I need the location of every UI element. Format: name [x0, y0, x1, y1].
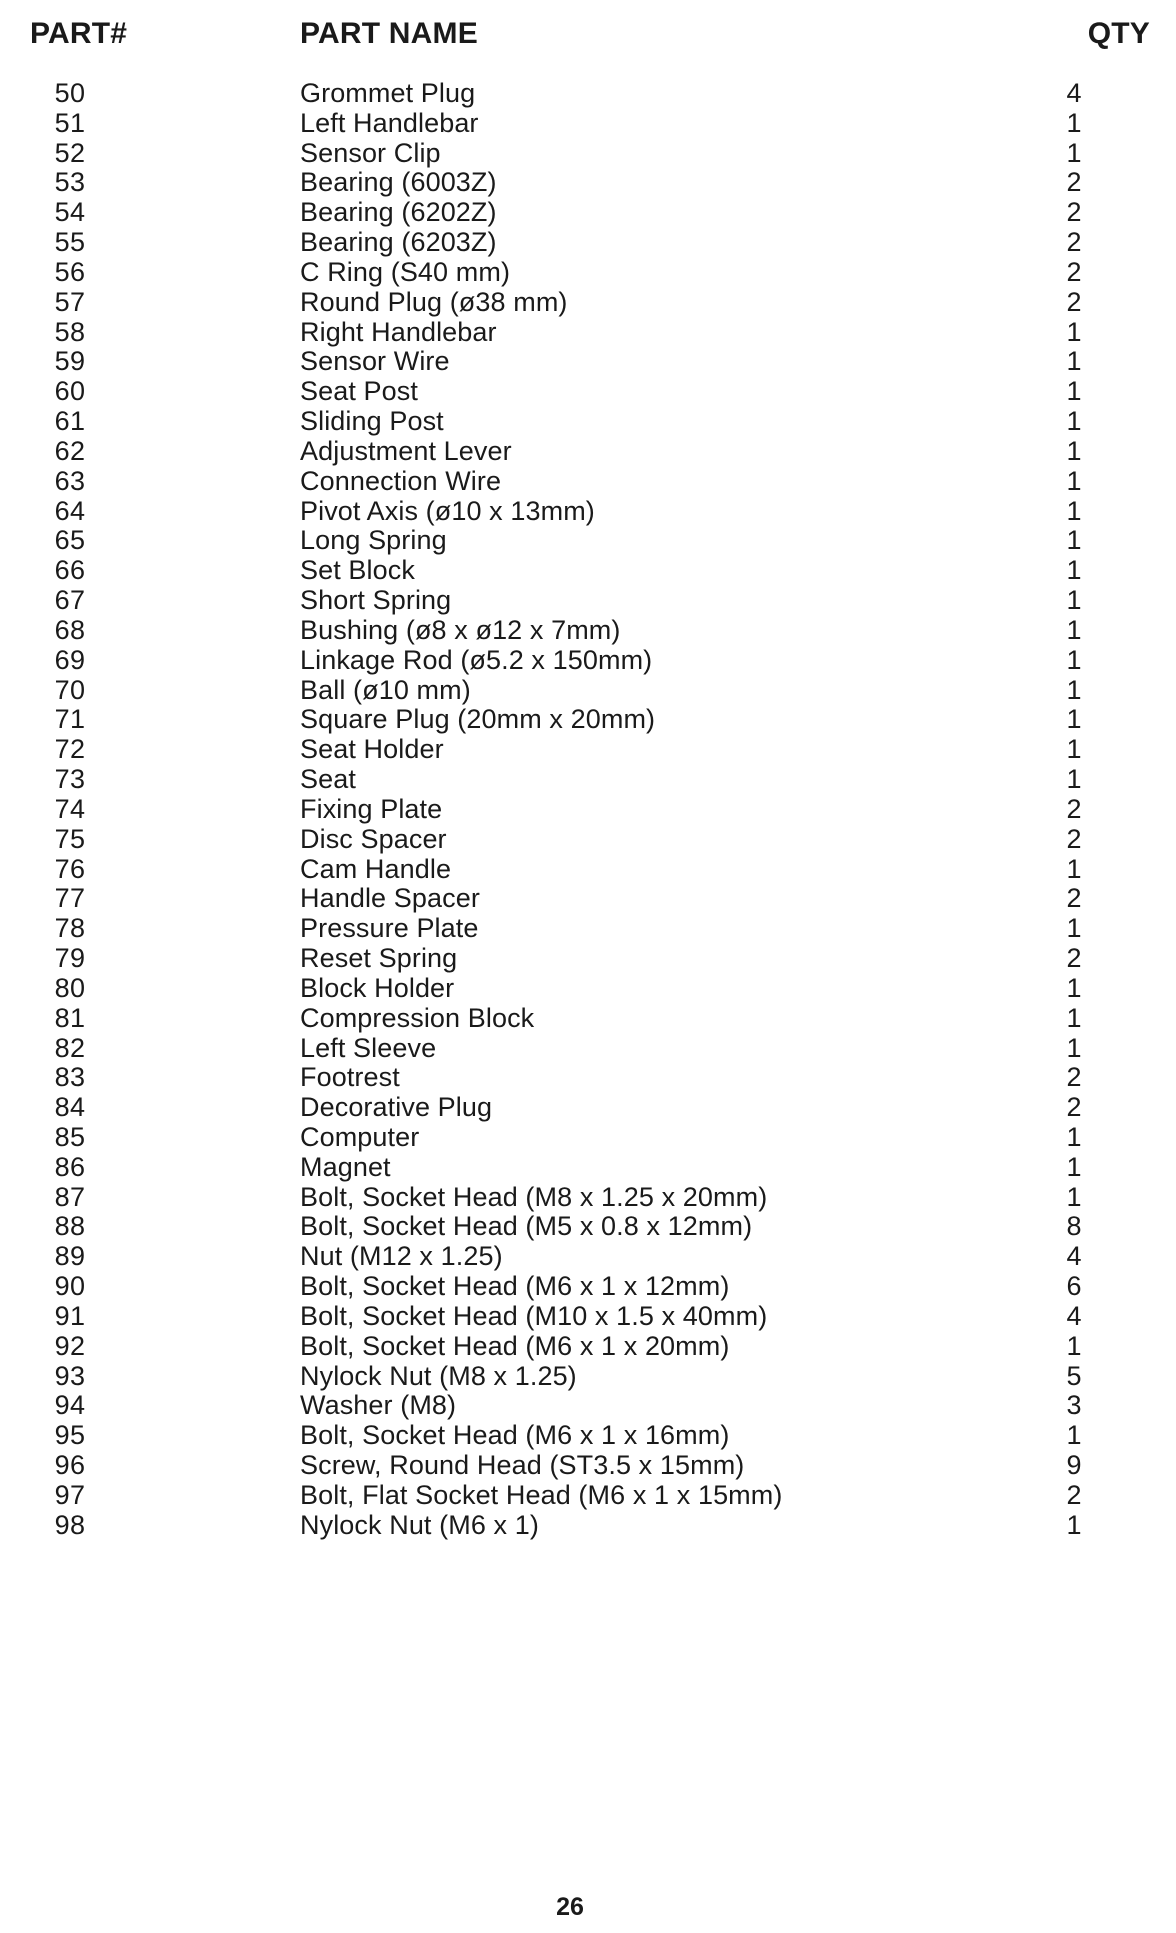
cell-quantity: 1 — [1066, 913, 1082, 944]
cell-part-name: Ball (ø10 mm) — [300, 674, 471, 705]
cell-part-name: Disc Spacer — [300, 823, 447, 854]
table-row — [0, 1421, 1176, 1451]
table-row — [0, 1242, 1176, 1272]
cell-quantity: 2 — [1066, 227, 1082, 258]
cell-quantity: 1 — [1066, 346, 1082, 377]
cell-part-name: Washer (M8) — [300, 1390, 457, 1421]
table-row — [0, 109, 1176, 139]
cell-quantity: 1 — [1066, 614, 1082, 645]
cell-quantity: 6 — [1066, 1271, 1082, 1302]
table-row — [0, 586, 1176, 616]
cell-quantity: 1 — [1066, 555, 1082, 586]
cell-part-number: 52 — [54, 137, 86, 168]
cell-part-name: C Ring (S40 mm) — [300, 256, 511, 287]
table-row — [0, 914, 1176, 944]
cell-part-number: 79 — [54, 943, 86, 974]
cell-part-number: 66 — [54, 555, 86, 586]
cell-quantity: 1 — [1066, 495, 1082, 526]
table-row — [0, 616, 1176, 646]
cell-quantity: 8 — [1066, 1211, 1082, 1242]
cell-part-number: 62 — [54, 435, 86, 466]
page-number: 26 — [556, 1893, 584, 1921]
cell-part-number: 68 — [54, 614, 86, 645]
cell-part-number: 64 — [54, 495, 86, 526]
cell-part-name: Bolt, Socket Head (M6 x 1 x 12mm) — [300, 1271, 730, 1302]
table-row — [0, 228, 1176, 258]
cell-part-number: 78 — [54, 913, 86, 944]
cell-quantity: 1 — [1066, 465, 1082, 496]
cell-part-name: Compression Block — [300, 1002, 535, 1033]
cell-quantity: 1 — [1066, 316, 1082, 347]
table-row — [0, 1183, 1176, 1213]
column-header-quantity: QTY — [1087, 17, 1150, 50]
table-row — [0, 1391, 1176, 1421]
table-row — [0, 377, 1176, 407]
cell-part-number: 92 — [54, 1330, 86, 1361]
cell-quantity: 1 — [1066, 1420, 1082, 1451]
cell-part-number: 80 — [54, 972, 86, 1003]
cell-quantity: 1 — [1066, 1330, 1082, 1361]
cell-part-name: Bolt, Socket Head (M6 x 1 x 16mm) — [300, 1420, 730, 1451]
table-row — [0, 258, 1176, 288]
cell-part-number: 88 — [54, 1211, 86, 1242]
cell-part-number: 72 — [54, 734, 86, 765]
table-row — [0, 79, 1176, 109]
cell-part-number: 59 — [54, 346, 86, 377]
cell-part-number: 56 — [54, 256, 86, 287]
parts-table-body — [0, 79, 1176, 1541]
cell-quantity: 1 — [1066, 853, 1082, 884]
cell-part-name: Linkage Rod (ø5.2 x 150mm) — [300, 644, 653, 675]
cell-quantity: 2 — [1066, 793, 1082, 824]
cell-part-number: 73 — [54, 764, 86, 795]
cell-part-name: Seat — [300, 764, 356, 795]
cell-quantity: 1 — [1066, 376, 1082, 407]
cell-part-name: Bolt, Socket Head (M6 x 1 x 20mm) — [300, 1330, 730, 1361]
table-row — [0, 407, 1176, 437]
cell-part-name: Nut (M12 x 1.25) — [300, 1241, 503, 1272]
cell-quantity: 2 — [1066, 1092, 1082, 1123]
cell-quantity: 1 — [1066, 972, 1082, 1003]
cell-part-number: 96 — [54, 1450, 86, 1481]
table-row — [0, 1212, 1176, 1242]
cell-part-name: Screw, Round Head (ST3.5 x 15mm) — [300, 1450, 745, 1481]
cell-quantity: 1 — [1066, 1509, 1082, 1540]
cell-part-number: 86 — [54, 1151, 86, 1182]
cell-quantity: 2 — [1066, 1062, 1082, 1093]
cell-quantity: 1 — [1066, 525, 1082, 556]
cell-part-name: Adjustment Lever — [300, 435, 512, 466]
cell-part-name: Round Plug (ø38 mm) — [300, 286, 568, 317]
table-row — [0, 1481, 1176, 1511]
cell-part-name: Seat Holder — [300, 734, 444, 765]
table-row — [0, 676, 1176, 706]
table-row — [0, 825, 1176, 855]
table-row — [0, 1123, 1176, 1153]
table-row — [0, 1451, 1176, 1481]
cell-quantity: 1 — [1066, 406, 1082, 437]
cell-quantity: 1 — [1066, 704, 1082, 735]
table-row — [0, 526, 1176, 556]
cell-quantity: 1 — [1066, 734, 1082, 765]
cell-part-name: Magnet — [300, 1151, 391, 1182]
cell-quantity: 3 — [1066, 1390, 1082, 1421]
cell-part-name: Bearing (6202Z) — [300, 197, 497, 228]
cell-part-name: Bolt, Flat Socket Head (M6 x 1 x 15mm) — [300, 1479, 783, 1510]
cell-part-number: 85 — [54, 1121, 86, 1152]
table-row — [0, 1272, 1176, 1302]
cell-part-number: 58 — [54, 316, 86, 347]
cell-part-number: 55 — [54, 227, 86, 258]
table-row — [0, 1332, 1176, 1362]
table-row — [0, 944, 1176, 974]
cell-part-name: Handle Spacer — [300, 883, 480, 914]
cell-part-number: 76 — [54, 853, 86, 884]
cell-part-number: 63 — [54, 465, 86, 496]
cell-part-name: Connection Wire — [300, 465, 502, 496]
table-row — [0, 437, 1176, 467]
table-header-row — [0, 14, 1176, 54]
cell-part-name: Right Handlebar — [300, 316, 497, 347]
cell-part-number: 93 — [54, 1360, 86, 1391]
cell-part-name: Sliding Post — [300, 406, 444, 437]
cell-part-number: 75 — [54, 823, 86, 854]
cell-part-name: Pressure Plate — [300, 913, 479, 944]
cell-part-number: 87 — [54, 1181, 86, 1212]
table-row — [0, 288, 1176, 318]
table-row — [0, 855, 1176, 885]
cell-part-name: Sensor Wire — [300, 346, 450, 377]
cell-part-number: 53 — [54, 167, 86, 198]
cell-part-number: 83 — [54, 1062, 86, 1093]
cell-part-name: Computer — [300, 1121, 420, 1152]
cell-part-name: Bearing (6003Z) — [300, 167, 497, 198]
cell-part-name: Reset Spring — [300, 943, 458, 974]
cell-part-number: 89 — [54, 1241, 86, 1272]
cell-quantity: 4 — [1066, 78, 1082, 108]
cell-quantity: 1 — [1066, 137, 1082, 168]
table-row — [0, 467, 1176, 497]
table-row — [0, 1063, 1176, 1093]
cell-part-name: Bushing (ø8 x ø12 x 7mm) — [300, 614, 621, 645]
cell-quantity: 2 — [1066, 167, 1082, 198]
cell-part-name: Nylock Nut (M6 x 1) — [300, 1509, 539, 1540]
table-row — [0, 765, 1176, 795]
cell-part-number: 94 — [54, 1390, 86, 1421]
cell-quantity: 1 — [1066, 435, 1082, 466]
cell-part-number: 91 — [54, 1300, 86, 1331]
table-row — [0, 795, 1176, 825]
cell-quantity: 2 — [1066, 883, 1082, 914]
cell-part-name: Pivot Axis (ø10 x 13mm) — [300, 495, 595, 526]
cell-part-name: Cam Handle — [300, 853, 452, 884]
cell-quantity: 1 — [1066, 644, 1082, 675]
cell-part-number: 67 — [54, 585, 86, 616]
cell-part-name: Fixing Plate — [300, 793, 443, 824]
cell-part-number: 50 — [54, 78, 86, 108]
cell-part-name: Grommet Plug — [300, 78, 476, 108]
cell-part-name: Left Handlebar — [300, 107, 479, 138]
cell-part-name: Sensor Clip — [300, 137, 441, 168]
cell-part-number: 54 — [54, 197, 86, 228]
cell-part-name: Block Holder — [300, 972, 455, 1003]
cell-part-number: 97 — [54, 1479, 86, 1510]
cell-part-name: Square Plug (20mm x 20mm) — [300, 704, 656, 735]
cell-quantity: 4 — [1066, 1241, 1082, 1272]
cell-quantity: 1 — [1066, 1002, 1082, 1033]
cell-part-number: 74 — [54, 793, 86, 824]
table-row — [0, 139, 1176, 169]
cell-quantity: 2 — [1066, 943, 1082, 974]
cell-part-number: 70 — [54, 674, 86, 705]
cell-part-number: 57 — [54, 286, 86, 317]
cell-quantity: 1 — [1066, 674, 1082, 705]
table-row — [0, 1034, 1176, 1064]
cell-part-number: 95 — [54, 1420, 86, 1451]
cell-quantity: 2 — [1066, 1479, 1082, 1510]
table-row — [0, 1362, 1176, 1392]
cell-part-name: Nylock Nut (M8 x 1.25) — [300, 1360, 577, 1391]
cell-part-number: 65 — [54, 525, 86, 556]
table-row — [0, 1511, 1176, 1541]
cell-part-name: Short Spring — [300, 585, 452, 616]
cell-quantity: 1 — [1066, 764, 1082, 795]
table-row — [0, 1153, 1176, 1183]
cell-part-number: 98 — [54, 1509, 86, 1540]
cell-part-number: 71 — [54, 704, 86, 735]
cell-part-name: Footrest — [300, 1062, 400, 1093]
table-row — [0, 735, 1176, 765]
table-row — [0, 497, 1176, 527]
cell-part-name: Bearing (6203Z) — [300, 227, 497, 258]
table-row — [0, 705, 1176, 735]
table-row — [0, 318, 1176, 348]
cell-quantity: 1 — [1066, 1151, 1082, 1182]
cell-part-name: Bolt, Socket Head (M8 x 1.25 x 20mm) — [300, 1181, 768, 1212]
cell-part-name: Seat Post — [300, 376, 418, 407]
cell-part-name: Left Sleeve — [300, 1032, 437, 1063]
table-row — [0, 1302, 1176, 1332]
cell-part-number: 82 — [54, 1032, 86, 1063]
cell-part-number: 84 — [54, 1092, 86, 1123]
cell-part-number: 61 — [54, 406, 86, 437]
cell-part-number: 69 — [54, 644, 86, 675]
cell-quantity: 4 — [1066, 1300, 1082, 1331]
cell-quantity: 2 — [1066, 256, 1082, 287]
table-row — [0, 347, 1176, 377]
table-row — [0, 974, 1176, 1004]
cell-quantity: 1 — [1066, 1181, 1082, 1212]
cell-quantity: 2 — [1066, 286, 1082, 317]
cell-part-name: Bolt, Socket Head (M10 x 1.5 x 40mm) — [300, 1300, 768, 1331]
cell-quantity: 1 — [1066, 585, 1082, 616]
cell-part-number: 51 — [54, 107, 86, 138]
table-row — [0, 1004, 1176, 1034]
table-row — [0, 646, 1176, 676]
cell-part-number: 60 — [54, 376, 86, 407]
cell-part-name: Long Spring — [300, 525, 447, 556]
cell-quantity: 1 — [1066, 107, 1082, 138]
table-row — [0, 198, 1176, 228]
table-row — [0, 884, 1176, 914]
cell-part-name: Bolt, Socket Head (M5 x 0.8 x 12mm) — [300, 1211, 753, 1242]
cell-quantity: 1 — [1066, 1121, 1082, 1152]
cell-part-number: 81 — [54, 1002, 86, 1033]
cell-part-name: Set Block — [300, 555, 415, 586]
cell-quantity: 2 — [1066, 823, 1082, 854]
cell-quantity: 2 — [1066, 197, 1082, 228]
cell-part-number: 90 — [54, 1271, 86, 1302]
cell-quantity: 1 — [1066, 1032, 1082, 1063]
cell-part-name: Decorative Plug — [300, 1092, 493, 1123]
cell-quantity: 9 — [1066, 1450, 1082, 1481]
table-row — [0, 168, 1176, 198]
table-row — [0, 556, 1176, 586]
table-row — [0, 1093, 1176, 1123]
column-header-part-name: PART NAME — [300, 17, 478, 50]
column-header-part-number: PART# — [30, 17, 128, 50]
cell-part-number: 77 — [54, 883, 86, 914]
cell-quantity: 5 — [1066, 1360, 1082, 1391]
